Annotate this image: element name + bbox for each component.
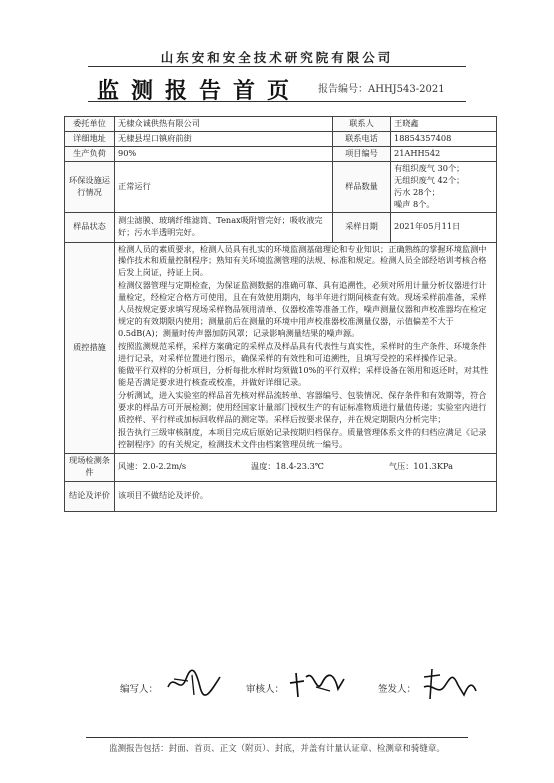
sample-qty-line: 无组织废气 42个；: [394, 174, 465, 185]
qc-paragraph: 报告执行三级审核制度，本项目完成后原始记录按期归档保存。质量管理体系文件的归档应满足《记录控制程序》的有关规定，检测技术文件由档案管理员统一编号。: [118, 426, 487, 449]
sample-date-value: 2021年05月11日: [391, 212, 497, 242]
sample-date-label: 采样日期: [333, 212, 391, 242]
page-title: 监测报告首页: [97, 78, 302, 104]
sample-qty-label: 样品数量: [333, 162, 391, 213]
conclusion-value: 该项目不做结论及评价。: [115, 481, 497, 511]
table-row: [65, 132, 497, 147]
preparer-label: 编写人：: [120, 684, 159, 695]
load-label: 生产负荷: [65, 147, 115, 162]
preparer-signature-icon: [164, 665, 224, 701]
table-row: [65, 242, 497, 453]
air-pressure: 气压：101.3KPa: [388, 461, 453, 472]
env-label: 现场检测条件: [65, 453, 115, 481]
qc-label: 质控措施: [65, 242, 115, 453]
client-value: 无棣众诚供热有限公司: [115, 117, 333, 132]
header-divider: [88, 66, 466, 67]
contact-label: 联系人: [333, 117, 391, 132]
project-no-value: 21AHH542: [391, 147, 497, 162]
sample-state-value: 测尘滤膜、玻璃纤维滤筒、Tenax吸附管完好；吸收液完好；污水半透明完好。: [115, 212, 333, 242]
phone-label: 联系电话: [333, 132, 391, 147]
project-no-label: 项目编号: [333, 147, 391, 162]
table-row: [65, 147, 497, 162]
sample-qty-line: 污水 28个；: [394, 186, 440, 197]
reviewer-label: 审核人：: [246, 684, 285, 695]
report-number: 报告编号：AHHJ543-2021: [318, 84, 445, 95]
table-row: [65, 453, 497, 481]
table-row: [65, 162, 497, 213]
signature-area: [120, 665, 480, 705]
table-row: [65, 212, 497, 242]
qc-paragraph: 检测仪器管理与定期检查，为保证监测数据的准确可靠、具有追溯性，必须对所用计量分析仪器进行计量检定，经检定合格方可使用，且在有效使用期内，每半年进行期间核查有效。现场采样前准备，采样人员按规定要求填写现场采样物品领用清单、仪器校准等准备工作，噪声测量仪器和声校准器均在检定规定的有效期限内使用；测量前后在测量的环境中用声校准器校准测量仪器，示值偏差不大于0.5dB(A)；测量时传声器加防风罩；记录影响测量结果的噪声源。: [118, 280, 487, 338]
temperature: 温度：18.4-23.3℃: [251, 461, 324, 472]
sample-qty-line: 有组织废气 30个；: [394, 163, 465, 173]
organization-name: 山东安和安全技术研究院有限公司: [160, 50, 394, 65]
address-label: 详细地址: [65, 132, 115, 147]
conclusion-label: 结论及评价: [65, 481, 115, 511]
contact-value: 王晓鑫: [391, 117, 497, 132]
table-row: [65, 117, 497, 132]
wind-speed: 风速：2.0-2.2m/s: [118, 461, 187, 472]
facility-label: 环保设施运行情况: [65, 162, 115, 213]
qc-paragraph: 能做平行双样的分析项目，分析每批水样时均须做10%的平行双样；采样设备在领用和返还时，对其性能是否满足要求进行核查或校准，并做好详细记录。: [118, 365, 489, 388]
facility-value: 正常运行: [115, 162, 333, 213]
sample-qty-line: 噪声 8个。: [394, 198, 435, 209]
client-label: 委托单位: [65, 117, 115, 132]
issuer-label: 签发人：: [378, 684, 417, 695]
sample-state-label: 样品状态: [65, 212, 115, 242]
qc-paragraph: 检测人员的素质要求，检测人员具有扎实的环境监测基础理论和专业知识；正确熟练的掌握环境监测中操作技术和质量控制程序；熟知有关环境监测管理的法规、标准和规定。检测人员全部经培训考核合格后发上岗证，持证上岗。: [118, 243, 487, 278]
phone-value: 18854357408: [391, 132, 497, 147]
footer-divider: [86, 737, 468, 738]
load-value: 90%: [115, 147, 333, 162]
qc-paragraph: 按照监测规范采样，采样方案确定的采样点及样品具有代表性与真实性，采样时的生产条件、环境条件进行记录，对采样位置进行图示，确保采样的有效性和可追溯性，且填写受控的采样操作记录。: [118, 340, 487, 363]
reviewer-signature-icon: [286, 665, 348, 701]
qc-paragraph: 分析测试，进入实验室的样品首先核对样品流转单、容器编号、包装情况、保存条件和有效期等，符合要求的样品方可开展检测；使用经国家计量部门授权生产的有证标准物质进行量值传递；实验室内进行质控样、平行样或加标回收样品的测定等。采样后按要求保存，并在规定期限内分析完毕；: [118, 390, 487, 425]
footer-note: 监测报告包括：封面、首页、正文（附页）、封底，并盖有计量认证章、检测章和骑缝章。: [109, 744, 445, 754]
table-row: [65, 481, 497, 511]
env-value: [115, 453, 497, 481]
sample-qty-value: [391, 162, 497, 213]
qc-value: [115, 242, 497, 453]
address-value: 无棣县埕口镇府前街: [115, 132, 333, 147]
title-divider: [88, 101, 466, 102]
issuer-signature-icon: [418, 665, 478, 703]
report-table: [64, 116, 497, 512]
